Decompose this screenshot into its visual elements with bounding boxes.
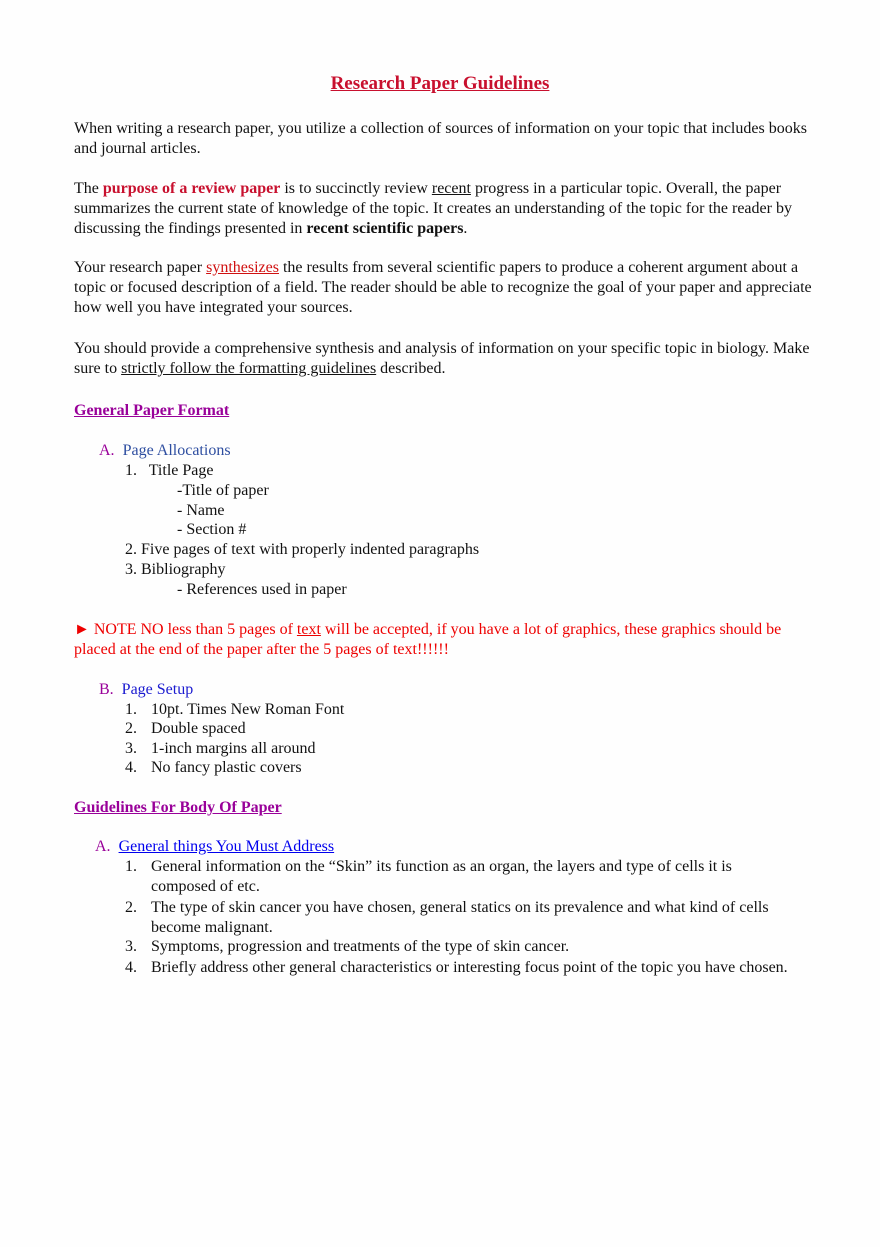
list-number: 1.: [125, 858, 137, 875]
note-warning: [74, 620, 804, 660]
underlined-text: text: [296, 621, 321, 638]
list-item: 1. Title Page: [125, 462, 214, 479]
intro-paragraph: When writing a research paper, you utilize a collection of sources of information on your topic that includes books and journal articles.: [74, 120, 807, 157]
underlined-text: recent: [431, 180, 471, 197]
subsection-page-allocations: [99, 441, 849, 461]
arrow-icon: ►: [74, 621, 90, 638]
text: will be accepted, if you have a lot of graphics, these graphics should be placed at the end of the paper after the 5 pages of text!!!!!!: [74, 621, 782, 658]
list-item: [125, 719, 875, 739]
synthesis-paragraph: [74, 258, 824, 318]
list-item: [125, 700, 875, 720]
underlined-text: strictly follow the formatting guidelines: [121, 360, 377, 377]
list-item: -Title of paper: [177, 482, 269, 499]
list-marker: A.: [95, 838, 111, 855]
list-item: [125, 739, 875, 759]
list-item: - References used in paper: [177, 581, 347, 598]
text: is to succinctly review: [280, 180, 432, 197]
list-marker: A.: [99, 442, 115, 459]
list-number: 1.: [125, 701, 137, 718]
list-text: No fancy plastic covers: [151, 759, 302, 776]
list-text: Double spaced: [151, 720, 246, 737]
text: described.: [376, 360, 446, 377]
list-item: 3. Bibliography: [125, 561, 226, 578]
text: NOTE NO less than 5 pages of: [89, 621, 297, 638]
subsection-label: Page Allocations: [122, 442, 231, 459]
list-text: 10pt. Times New Roman Font: [151, 701, 345, 718]
purpose-paragraph: [74, 179, 824, 239]
list-item: [125, 857, 795, 895]
subsection-label: Page Setup: [121, 681, 194, 698]
list-number: 2.: [125, 899, 137, 916]
list-item: - Name: [177, 502, 225, 519]
list-number: 4.: [125, 959, 137, 976]
list-item: [125, 758, 875, 778]
list-text: The type of skin cancer you have chosen, general statics on its prevalence and what kind of cells become malignant.: [151, 899, 769, 936]
bold-text: recent scientific papers: [306, 220, 464, 237]
text: the results from several scientific papers to produce a coherent argument about a topic or focused description of a field. The reader should be able to recognize the goal of your paper and appreciate how well you have integrated your sources.: [74, 259, 812, 316]
list-item: - Section #: [177, 521, 247, 538]
section-heading-general-format: General Paper Format: [74, 402, 230, 419]
list-text: Symptoms, progression and treatments of the type of skin cancer.: [151, 938, 570, 955]
section-heading-body-guidelines: Guidelines For Body Of Paper: [74, 799, 282, 816]
subsection-page-setup: [99, 680, 849, 700]
text: .: [463, 220, 468, 237]
list-number: 3.: [125, 740, 137, 757]
underlined-text: synthesizes: [206, 259, 279, 276]
text: The: [74, 180, 103, 197]
text: progress in a particular topic. Overall, the paper summarizes the current state of knowledge of the topic. It creates an understanding of the topic for the reader by discussing the findings presented in: [74, 180, 792, 237]
list-text: Briefly address other general characteristics or interesting focus point of the topic you have chosen.: [151, 959, 788, 976]
list-number: 3.: [125, 938, 137, 955]
list-item: [125, 898, 795, 936]
text: You should provide a comprehensive synthesis and analysis of information on your specific topic in biology. Make sure to: [74, 340, 810, 377]
list-text: General information on the “Skin” its function as an organ, the layers and type of cells it is composed of etc.: [151, 858, 732, 895]
list-number: 2.: [125, 720, 137, 737]
list-item: [125, 958, 795, 978]
emphasis: purpose of a review paper: [102, 180, 281, 197]
general-things-link[interactable]: General things You Must Address: [118, 838, 335, 855]
document-title: Research Paper Guidelines: [330, 73, 550, 94]
list-marker: B.: [99, 681, 114, 698]
formatting-paragraph: [74, 339, 824, 379]
subsection-general-things: [95, 837, 845, 857]
list-item: 2. Five pages of text with properly indented paragraphs: [125, 541, 480, 558]
text: Your research paper: [74, 259, 207, 276]
list-item: [125, 937, 795, 957]
list-number: 4.: [125, 759, 137, 776]
list-text: 1-inch margins all around: [151, 740, 316, 757]
